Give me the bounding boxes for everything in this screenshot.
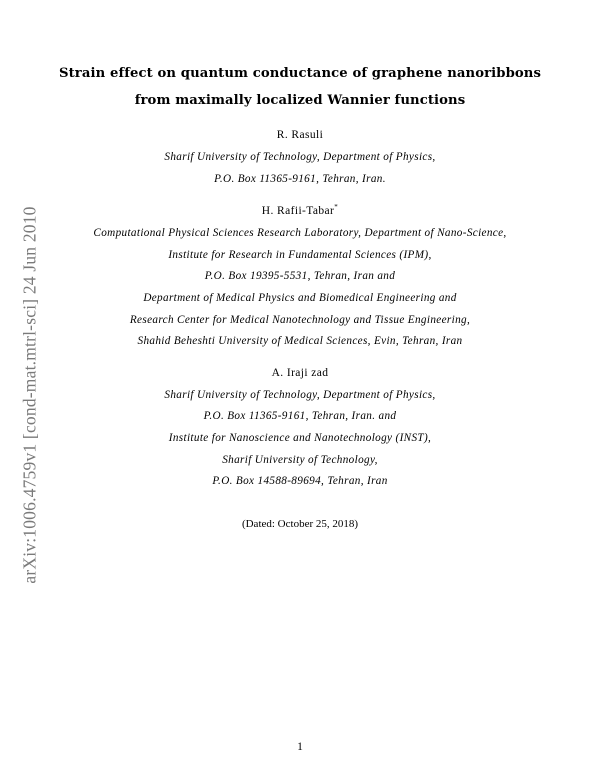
author-name: R. Rasuli bbox=[276, 129, 324, 141]
affiliation-line: P.O. Box 14588-89694, Tehran, Iran bbox=[212, 475, 388, 487]
affiliation-line: Institute for Nanoscience and Nanotechnology (INST), bbox=[168, 432, 432, 444]
page-number: 1 bbox=[297, 741, 303, 753]
affiliation-line: Sharif University of Technology, Department of Physics, bbox=[164, 151, 436, 163]
arxiv-identifier: arXiv:1006.4759v1 [cond-mat.mtrl-sci] 24 Jun 2010 bbox=[19, 206, 40, 584]
corresponding-author-marker: * bbox=[334, 203, 339, 211]
affiliation-line: Institute for Research in Fundamental Sciences (IPM), bbox=[168, 249, 432, 261]
affiliation-line: Shahid Beheshti University of Medical Sciences, Evin, Tehran, Iran bbox=[137, 335, 463, 347]
dated-line: (Dated: October 25, 2018) bbox=[241, 518, 359, 530]
author-name-with-marker bbox=[0, 204, 600, 218]
affiliation-line: Department of Medical Physics and Biomedical Engineering and bbox=[143, 292, 457, 304]
affiliation-line: Research Center for Medical Nanotechnology and Tissue Engineering, bbox=[129, 314, 471, 326]
affiliation-line: Computational Physical Sciences Research Laboratory, Department of Nano-Science, bbox=[93, 227, 507, 239]
affiliation-line: Sharif University of Technology, bbox=[222, 454, 378, 466]
affiliation-line: P.O. Box 11365-9161, Tehran, Iran. and bbox=[203, 410, 397, 422]
affiliation-line: P.O. Box 11365-9161, Tehran, Iran. bbox=[214, 173, 386, 185]
paper-title-line-2: from maximally localized Wannier functions bbox=[134, 93, 466, 108]
paper-title-line-1: Strain effect on quantum conductance of graphene nanoribbons bbox=[58, 66, 542, 81]
affiliation-line: P.O. Box 19395-5531, Tehran, Iran and bbox=[204, 270, 396, 282]
author-name: A. Iraji zad bbox=[271, 367, 329, 379]
author-name: H. Rafii-Tabar bbox=[261, 205, 335, 217]
affiliation-line: Sharif University of Technology, Department of Physics, bbox=[164, 389, 436, 401]
